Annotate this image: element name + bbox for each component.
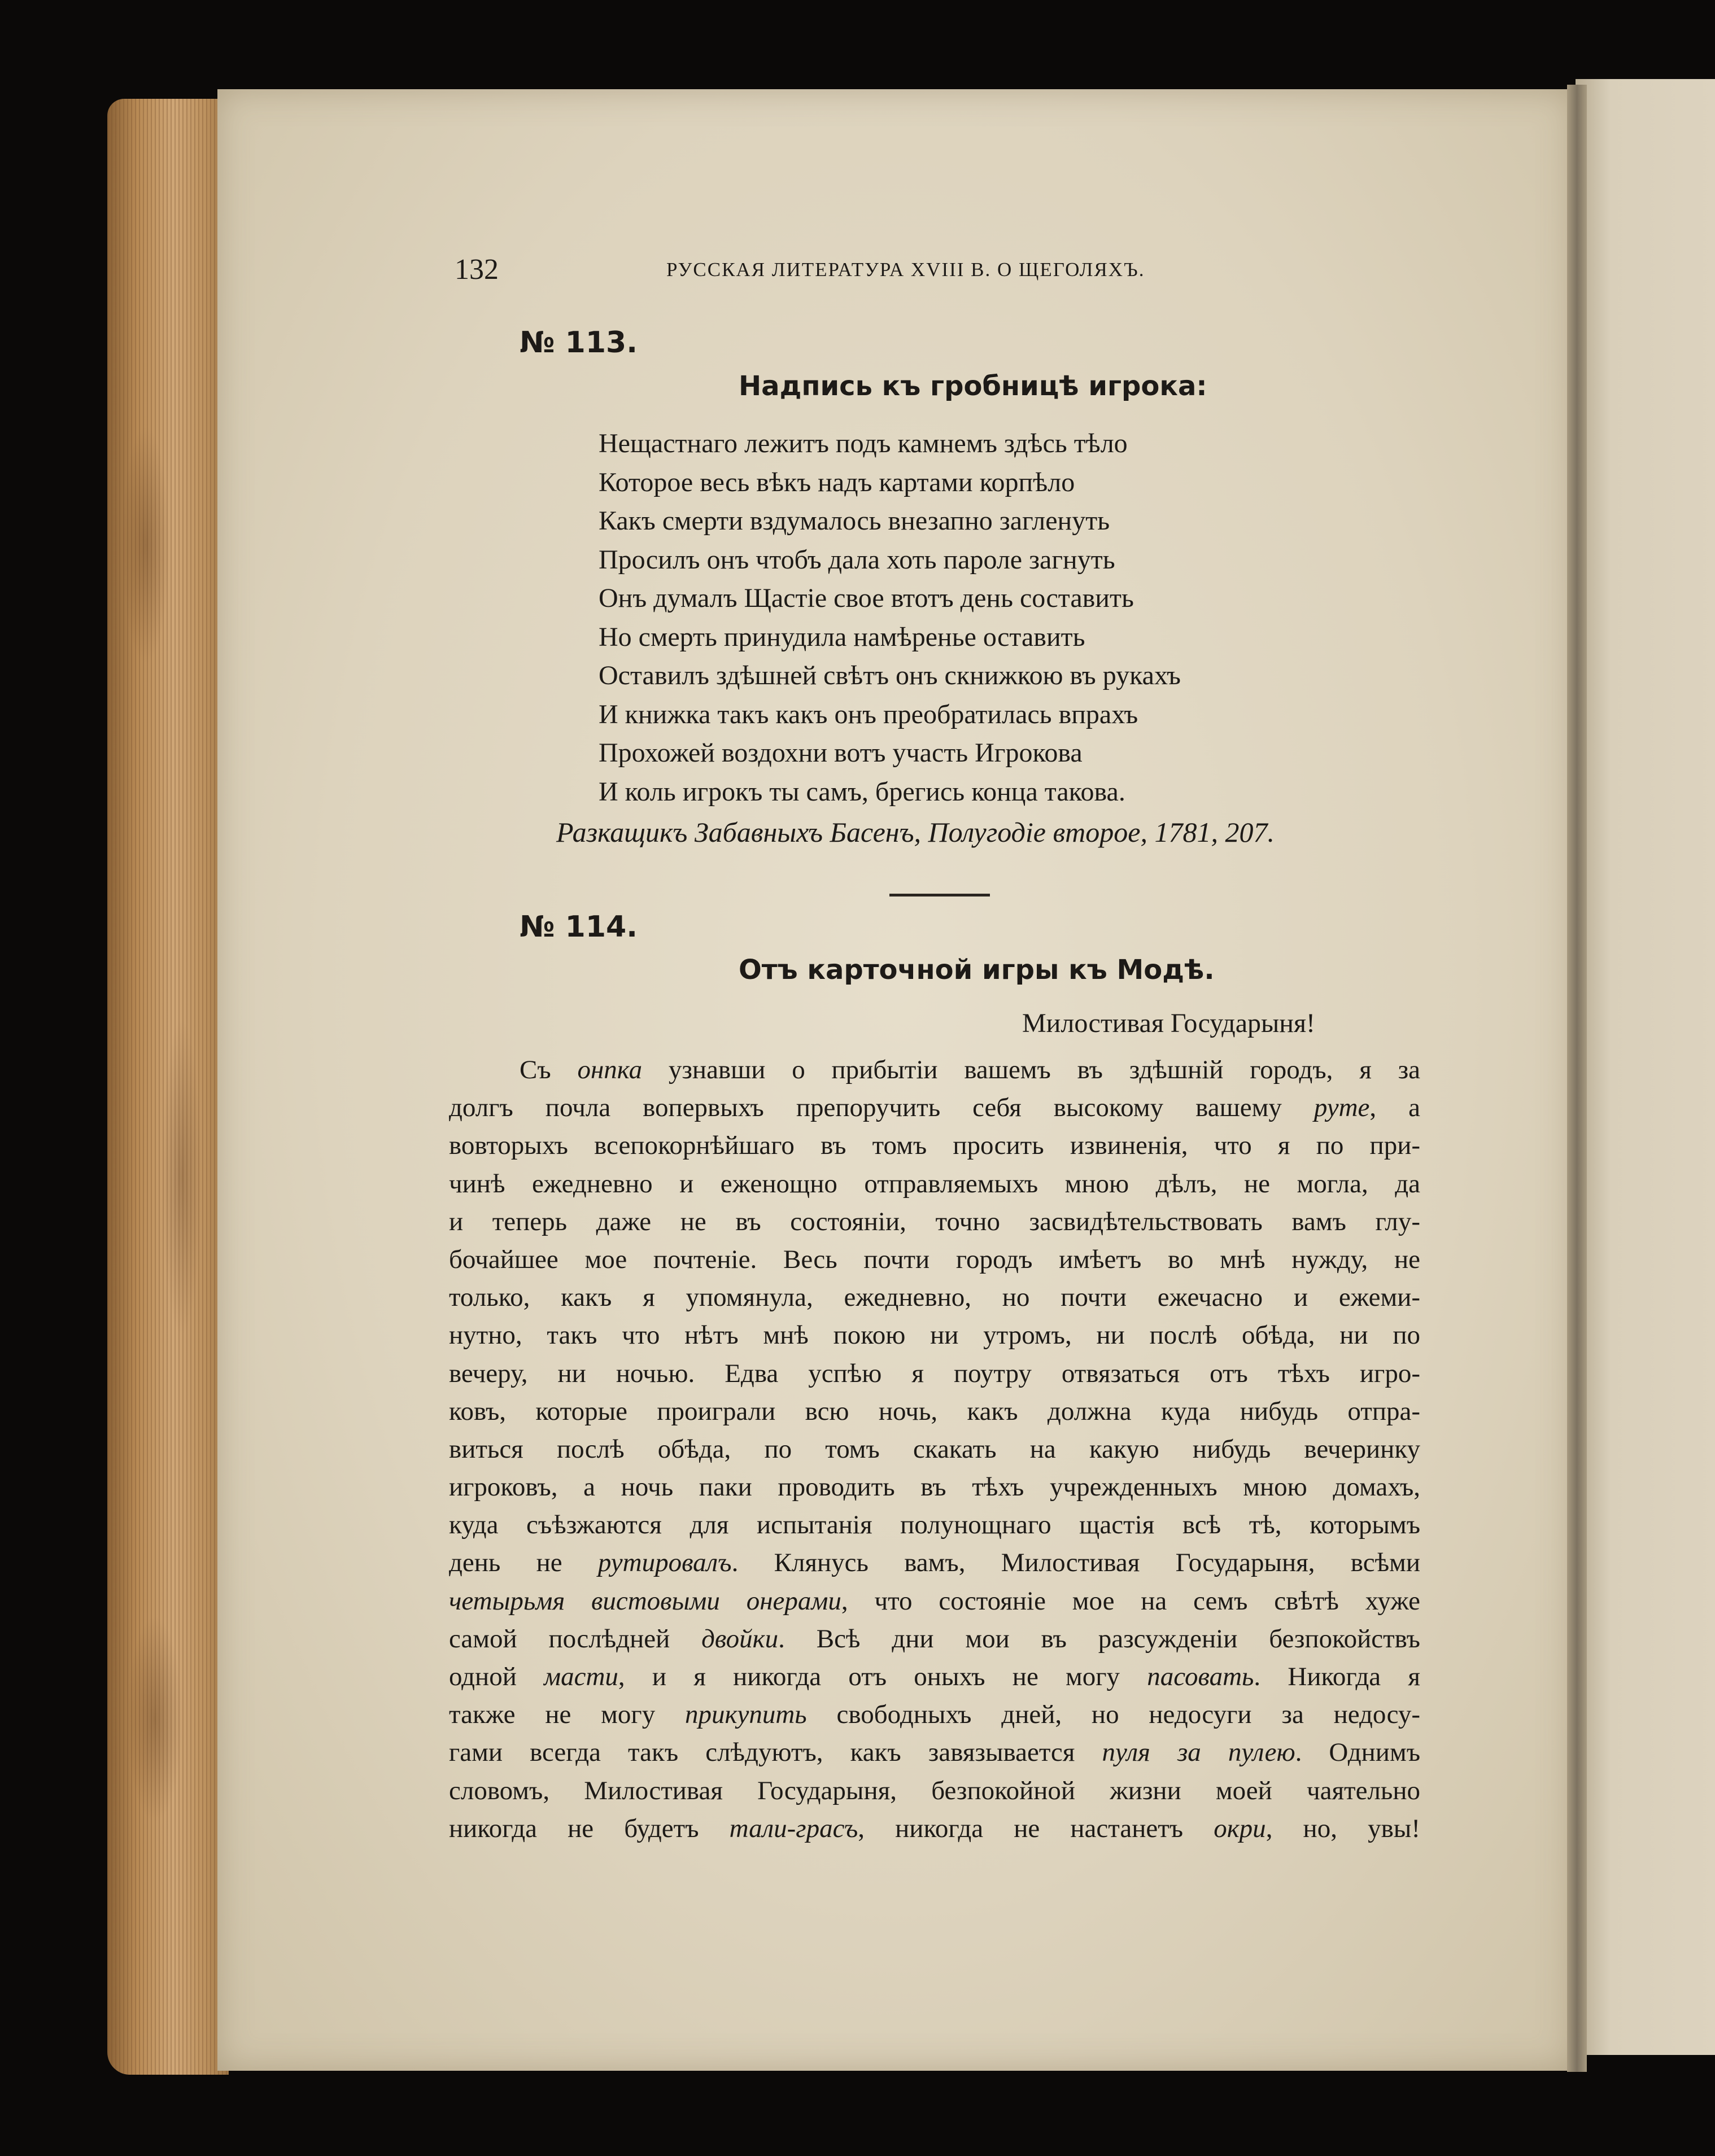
poem-verse: И книжка такъ какъ онъ преобратилась впрахъ (599, 699, 1138, 729)
poem-verse: Онъ думалъ Щастіе свое втотъ день составить (599, 583, 1134, 613)
letter-line (449, 1165, 1420, 1203)
page-edges (107, 99, 229, 2075)
italic-term: пасовать (1147, 1662, 1254, 1691)
italic-term: масти (544, 1662, 618, 1691)
letter-line (449, 1355, 1420, 1393)
letter-text: чинѣ ежедневно и еженощно отправляемыхъ мною дѣлъ, не могла, да (449, 1169, 1420, 1199)
book-gutter (1567, 85, 1587, 2072)
letter-text: игроковъ, а ночь паки проводить въ тѣхъ учрежденныхъ мною домахъ, (449, 1472, 1420, 1502)
letter-line (449, 1127, 1420, 1165)
letter-text: гами всегда такъ слѣдуютъ, какъ завязывается (449, 1738, 1102, 1768)
italic-term: тали-грасъ (729, 1813, 858, 1843)
epitaph-poem (599, 425, 1389, 811)
letter-line (449, 1772, 1420, 1810)
letter-text: . Всѣ дни мои въ разсужденіи безпокойствъ (778, 1624, 1420, 1654)
running-head (455, 253, 1415, 292)
letter-text: словомъ, Милостивая Государыня, безпокойной жизни моей чаятельно (449, 1775, 1420, 1805)
letter-text: . Однимъ (1295, 1738, 1420, 1768)
poem-verse: Просилъ онъ чтобъ дала хоть пароле загнуть (599, 544, 1115, 575)
letter-text: , что состояніе мое на семъ свѣтѣ хуже (841, 1586, 1420, 1616)
facing-page (1576, 79, 1715, 2055)
letter-line (449, 1089, 1420, 1127)
letter-line (449, 1051, 1420, 1089)
letter-line (449, 1468, 1420, 1506)
italic-term: окри (1214, 1813, 1266, 1843)
letter-line (449, 1431, 1420, 1468)
letter-text: . Клянусь вамъ, Милостивая Государыня, всѣми (731, 1548, 1421, 1578)
letter-line (449, 1620, 1420, 1658)
poem-verse: И коль игрокъ ты самъ, брегись конца такова. (599, 776, 1125, 807)
page-number: 132 (455, 253, 499, 286)
letter-body (449, 1051, 1420, 1848)
poem-verse: Оставилъ здѣшней свѣтъ онъ скнижкою въ рукахъ (599, 661, 1181, 690)
section-divider (889, 894, 990, 896)
italic-term: онnка (577, 1055, 643, 1084)
italic-term: пуля за пулею (1102, 1738, 1295, 1768)
letter-line (449, 1658, 1420, 1696)
poem-verse: Которое весь вѣкъ надъ картами корпѣло (599, 467, 1075, 497)
letter-text: нутно, такъ что нѣтъ мнѣ покою ни утромъ, ни послѣ обѣда, ни по (449, 1320, 1420, 1350)
letter-line (449, 1241, 1420, 1279)
letter-line (449, 1544, 1420, 1582)
letter-text: , но, увы! (1265, 1813, 1421, 1843)
italic-term: четырьмя вистовыми онерами (449, 1586, 841, 1616)
letter-salutation: Милостивая Государыня! (1022, 1008, 1315, 1038)
poem-verse: Какъ смерти вздумалось внезапно загленуть (599, 506, 1110, 536)
letter-text: , а (1369, 1093, 1420, 1123)
letter-text: , никогда не настанетъ (858, 1813, 1214, 1843)
running-head-title: РУССКАЯ ЛИТЕРАТУРА XVIII В. О ЩЕГОЛЯХЪ. (666, 259, 1145, 281)
entry-114-number: № 114. (520, 910, 638, 944)
letter-text: день не (449, 1548, 598, 1578)
letter-text: одной (449, 1662, 544, 1691)
letter-line (449, 1696, 1420, 1734)
letter-line (449, 1582, 1420, 1620)
entry-114-title: Отъ карточной игры къ Модѣ. (739, 954, 1215, 986)
letter-line (449, 1203, 1420, 1241)
italic-term: рутировалъ (597, 1548, 732, 1578)
letter-text: ковъ, которые проиграли всю ночь, какъ должна куда нибудь отпра- (449, 1396, 1420, 1426)
letter-text: долгъ почла вопервыхъ препоручить себя высокому вашему (449, 1093, 1314, 1123)
letter-text: свободныхъ дней, но недосуги за недосу- (806, 1700, 1420, 1730)
letter-text: самой послѣдней (449, 1624, 702, 1654)
poem-verse: Прохожей воздохни вотъ участь Игрокова (599, 738, 1083, 768)
italic-term: руте (1313, 1093, 1370, 1123)
letter-text: , и я никогда отъ оныхъ не могу (618, 1662, 1147, 1691)
letter-text: Съ (520, 1055, 578, 1084)
letter-line (449, 1506, 1420, 1544)
letter-text: только, какъ я упомянула, ежедневно, но почти ежечасно и ежеми- (449, 1283, 1420, 1313)
source-citation: Разкащикъ Забавныхъ Басенъ, Полугодіе второе, 1781, 207. (556, 816, 1275, 848)
letter-text: вечеру, ни ночью. Едва успѣю я поутру отвязаться отъ тѣхъ игро- (449, 1358, 1420, 1388)
letter-text: также не могу (449, 1700, 686, 1730)
poem-verse: Но смерть принудила намѣренье оставить (599, 622, 1085, 652)
letter-text: . Никогда я (1254, 1662, 1420, 1691)
letter-text: узнавши о прибытіи вашемъ въ здѣшній городъ, я за (642, 1055, 1421, 1084)
italic-term: двойки (701, 1624, 779, 1654)
letter-text: и теперь даже не въ состояніи, точно засвидѣтельствовать вамъ глу- (449, 1206, 1420, 1236)
letter-text: виться послѣ обѣда, по томъ скакать на какую нибудь вечеринку (449, 1434, 1420, 1464)
letter-text: бочайшее мое почтеніе. Весь почти городъ имѣетъ во мнѣ нужду, не (449, 1244, 1420, 1274)
letter-line (449, 1279, 1420, 1317)
letter-line (449, 1734, 1420, 1772)
poem-verse: Нещастнаго лежитъ подъ камнемъ здѣсь тѣло (599, 428, 1128, 458)
letter-line (449, 1810, 1420, 1848)
letter-text: никогда не будетъ (449, 1813, 730, 1843)
entry-113-number: № 113. (520, 326, 638, 360)
entry-113-title: Надпись къ гробницѣ игрока: (739, 370, 1207, 402)
letter-text: вовторыхъ всепокорнѣйшаго въ томъ просить извиненія, что я по при- (449, 1131, 1420, 1161)
italic-term: прикупить (685, 1700, 807, 1730)
letter-line (449, 1393, 1420, 1431)
letter-text: куда съѣзжаются для испытанія полунощнаго щастія всѣ тѣ, которымъ (449, 1510, 1420, 1540)
letter-line (449, 1317, 1420, 1354)
